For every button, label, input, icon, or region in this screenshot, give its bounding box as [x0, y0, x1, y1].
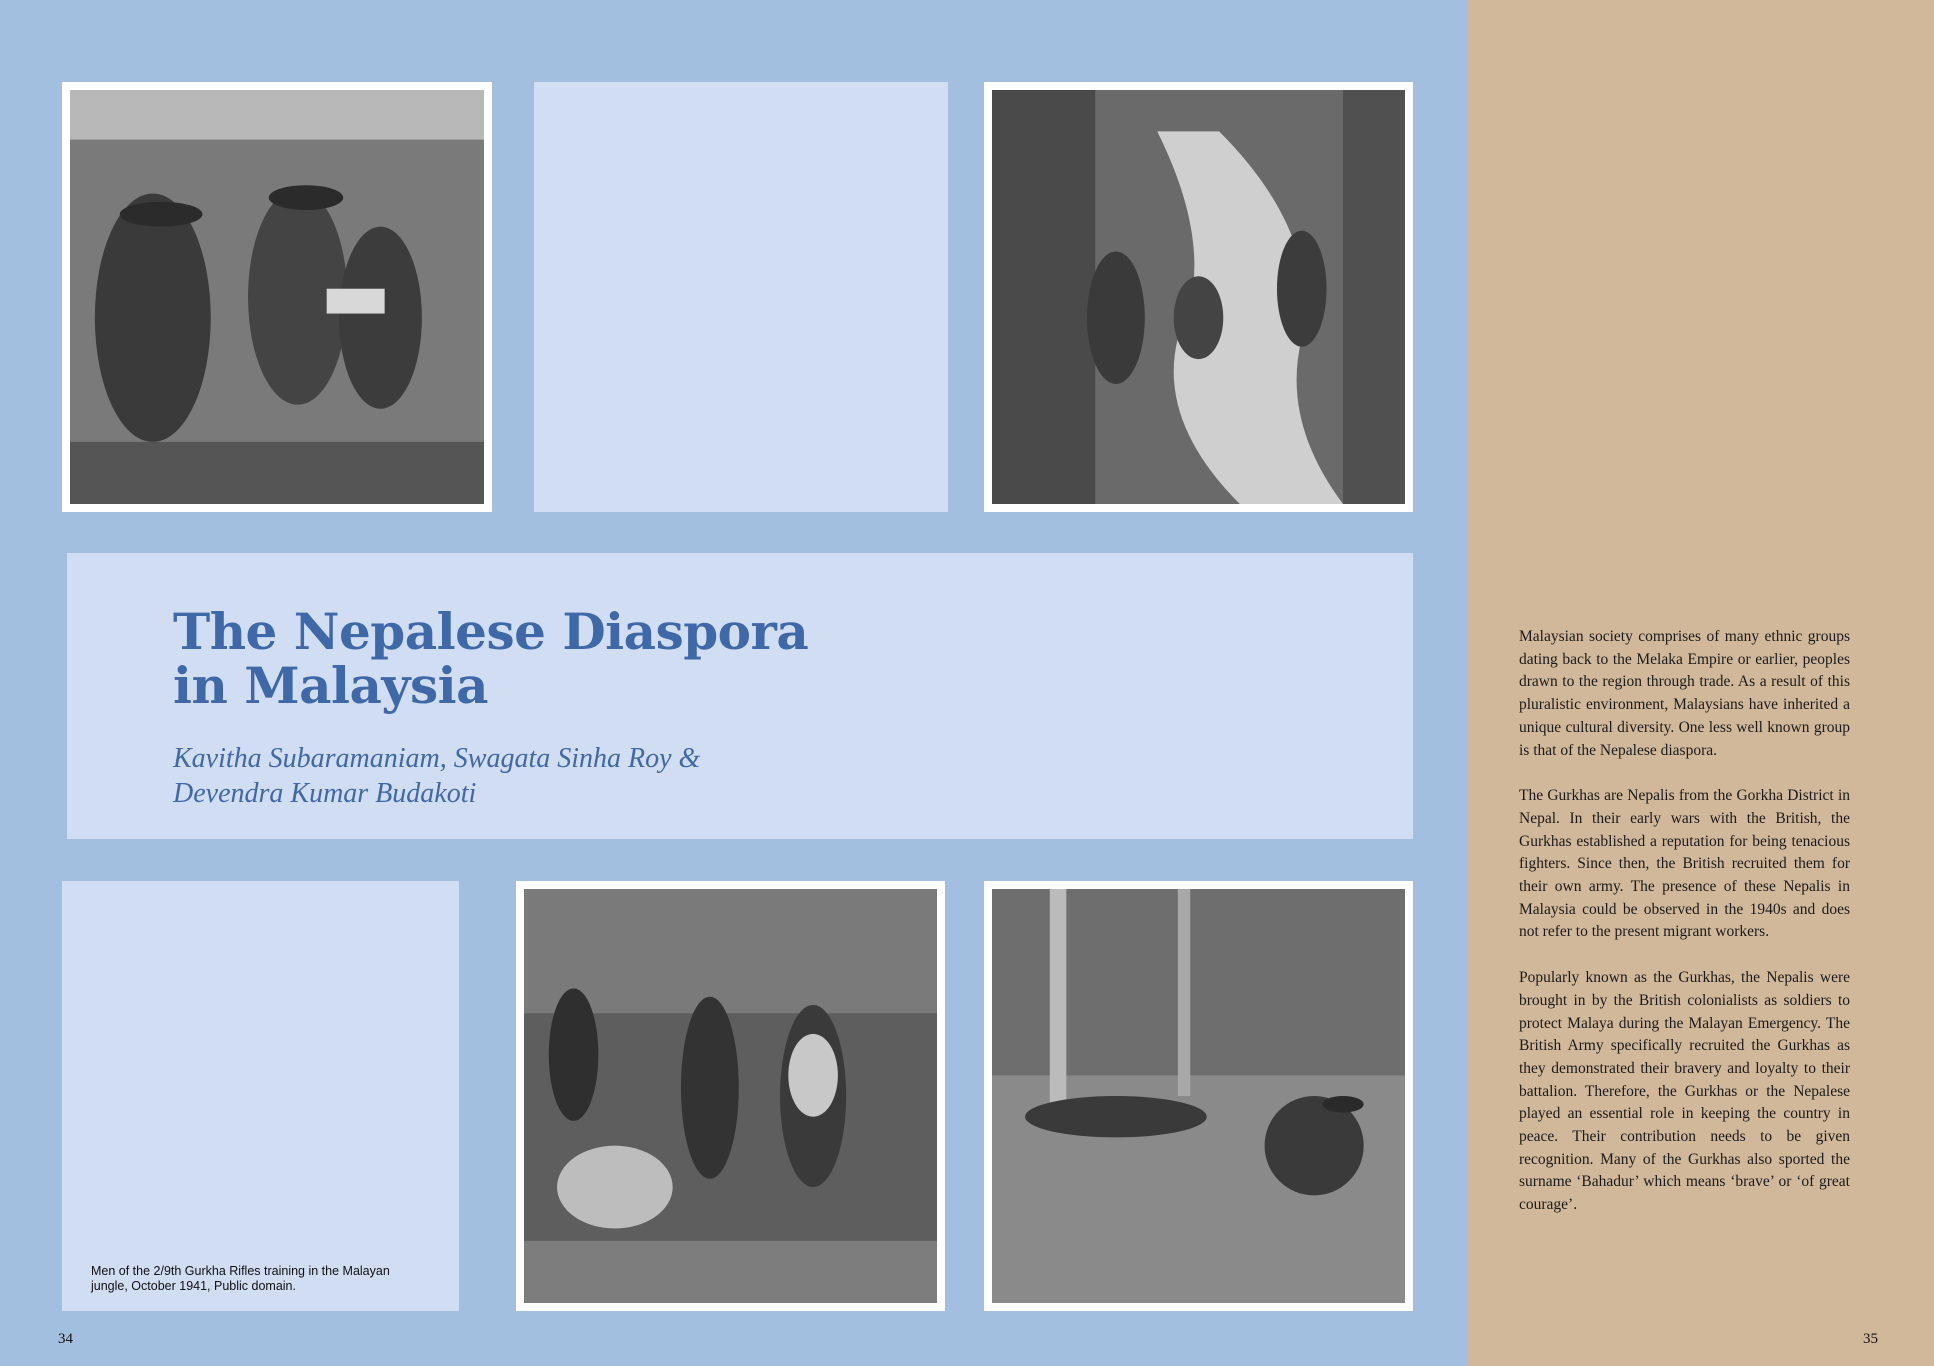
photo-frame-top-left: [62, 82, 492, 512]
photo-soldiers-gathering-forest: [524, 889, 937, 1303]
photo-frame-bottom-right: [984, 881, 1413, 1311]
photo-soldiers-kneeling-grass: [70, 90, 484, 504]
title-panel: [67, 553, 1413, 839]
body-paragraph-3: Popularly known as the Gurkhas, the Nepalis were brought in by the British colonialists as soldiers to protect Malaya during the Malayan Emergency. The British Army specifically recruited the Gurkhas as they demonstrated their bravery and loyalty to their battalion. Therefore, the Gurkhas or the Nepalese played an essential role in keeping the country in peace. Their contribution needs to be given recognition. Many of the Gurkhas also sported the surname ‘Bahadur’ which means ‘brave’ or ‘of great courage’.: [1519, 969, 1850, 1214]
body-paragraph-1: Malaysian society comprises of many ethnic groups dating back to the Melaka Empire or earlier, peoples drawn to the region through trade. As a result of this pluralistic environment, Malaysians have inherited a unique cultural diversity. One less well known group is that of the Nepalese diaspora.: [1519, 628, 1850, 759]
article-title: The Nepalese Diaspora in Malaysia: [173, 602, 809, 715]
page-number-left: 34: [58, 1331, 73, 1347]
body-paragraph-2: The Gurkhas are Nepalis from the Gorkha District in Nepal. In their early wars with the British, the Gurkhas established a reputation for being tenacious fighters. Since then, the British recruited them for their own army. The presence of these Nepalis in Malaysia could be observed in the 1940s and does not refer to the present migrant workers.: [1519, 787, 1850, 941]
photo-soldiers-crawling-clearing: [992, 889, 1405, 1303]
caption-panel: [62, 881, 459, 1311]
photo-caption: Men of the 2/9th Gurkha Rifles training in the Malayan jungle, October 1941, Public domain.: [91, 1264, 390, 1293]
article-body: [1519, 626, 1850, 1240]
blank-panel-top: [534, 82, 948, 512]
photo-frame-bottom-middle: [516, 881, 945, 1311]
article-authors: Kavitha Subaramaniam, Swagata Sinha Roy & Devendra Kumar Budakoti: [173, 743, 701, 809]
page-number-right: 35: [1863, 1331, 1878, 1347]
photo-soldiers-wading-stream: [992, 90, 1405, 504]
photo-frame-top-right: [984, 82, 1413, 512]
